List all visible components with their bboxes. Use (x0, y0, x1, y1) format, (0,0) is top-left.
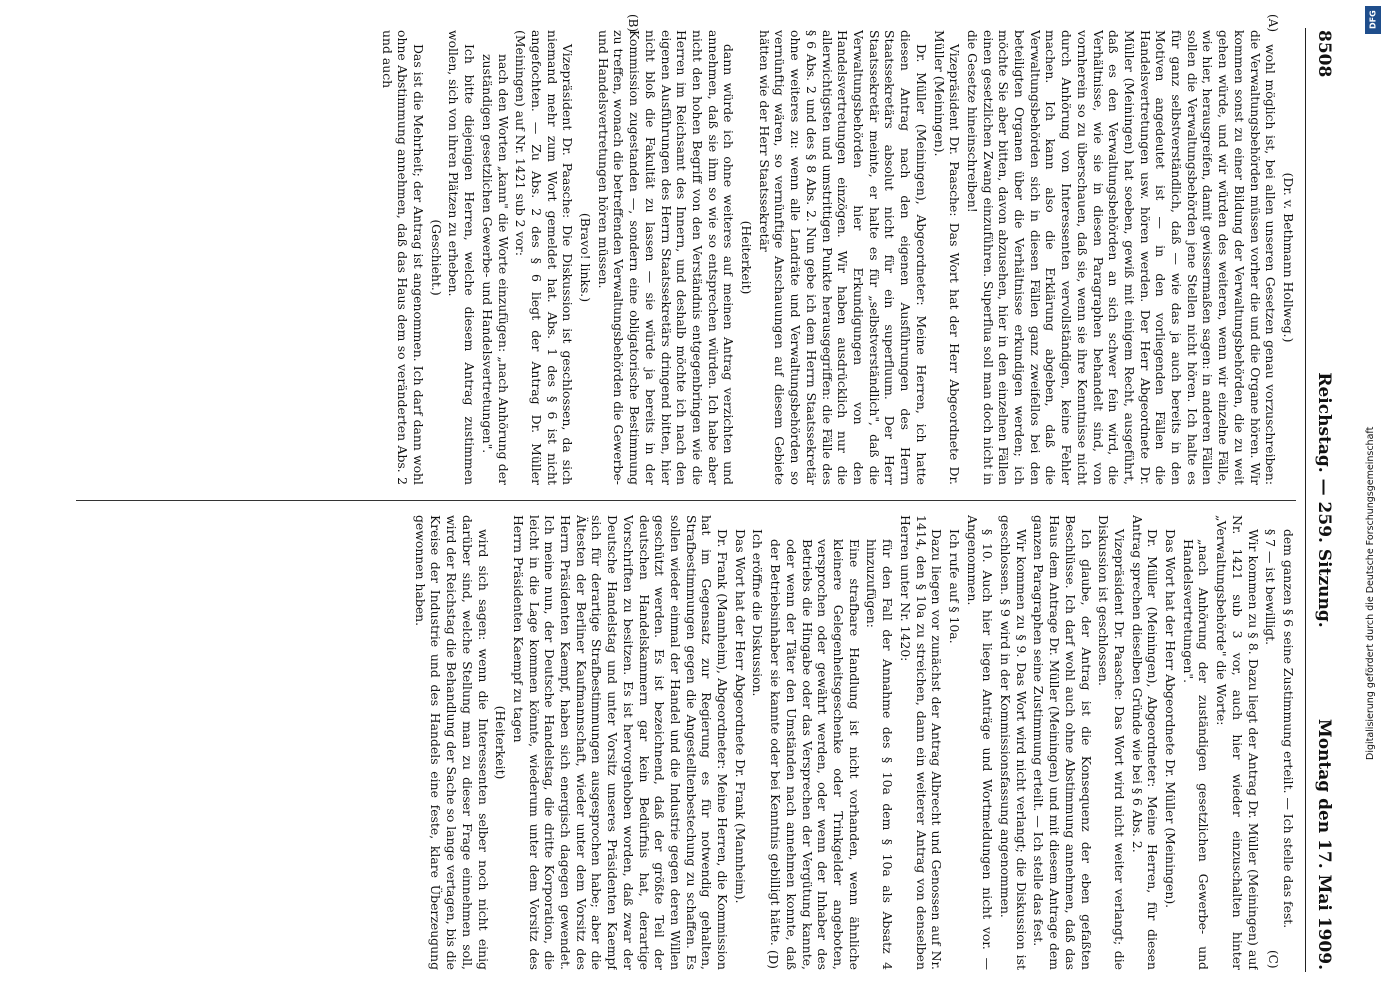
paragraph: Dr. Müller (Meiningen), Abgeordneter: Meine Herren, für diesen Antrag sprechen dieselben Gründe wie bei § 6 Abs. 2. (1129, 515, 1161, 970)
dfg-logo: DFG (1365, 6, 1381, 34)
paragraph: Vizepräsident Dr. Paasche: Das Wort wird nicht weiter verlangt; die Diskussion ist geschlossen. (1096, 515, 1127, 970)
session-title: Reichstag. — 259. Sitzung. (1314, 372, 1334, 628)
paragraph: Ich bitte diejenigen Herren, welche diesem Antrag zustimmen wollen, sich von ihren Plätzen zu erheben. (446, 30, 478, 485)
paragraph: dem ganzen § 6 seine Zustimmung erteilt. — Ich stelle das fest. (1281, 529, 1296, 929)
paragraph: wohl möglich ist, bei allen unseren Gesetzen genau vorzuschreiben: die Verwaltungsbehörden müssen vorher die und die Organe hören. Wir kommen sonst zu einer Bildung der Verwaltungsbehörden, die zu weit gehen würde, und wir würden des weiteren, wenn wir einzelne Fälle, wie hier, herausgreifen, damit gewissermaßen sagen: in anderen Fällen sollen die Verwaltungsbehörden jene Stellen nicht hören. Ich halte es für ganz selbstverständlich, daß — wie das ja auch bereits in den Motiven angedeutet ist — in den vorliegenden Fällen die Handelsvertretungen usw. hören werden. Der Herr Abgeordnete Dr. Müller (Meiningen) hat soeben, gewiß mit einigem Recht, ausgeführt, daß es den Verwaltungsbehörden an sich schwer fein wird, die Verhältnisse, wie sie in diesen Paragraphen behandelt sind, von vornherein so zu überschauen, daß sie, wenn sie ihre Kenntnisse nicht durch Anhörung von Interessenten vervollständigen, keine Fehler machen. Ich kann also die Erklärung abgeben, daß die Verwaltungsbehörden sich in diesen Fällen ganz zweifellos bei den beteiligten Organen über die Verhältnisse erkundigen werden; ich möchte Sie aber bitten, davon abzusehen, hier in den einzelnen Fällen einen gesetzlichen Zwang einzuführen. Superflua soll man doch nicht in die Gesetze hineinschreiben! (964, 30, 1279, 485)
paragraph: Dr. Frank (Mannheim), Abgeordneter: Meine Herren, die Kommission hat im Gegensatz zur Regierung es für notwendig gehalten, Strafbestimmungen gegen die Angestelltenbestechung zu schaffen. Es sollen wieder einmal der Handel und die Industrie gegen deren Willen geschützt werden. Es ist bezeichnend, daß der größte Teil der deutschen Handelskammern gar kein Bedürfnis hat, derartige Vorschriften zu besitzen. Es ist hervorgehoben worden, daß zwar der Deutsche Handelstag und unter Vorsitz unseres Präsidenten Kaempf sich für derartige Strafbestimmungen ausgesprochen habe; aber die Ältesten der Berliner Kaufmannschaft, wieder unter dem Vorsitz des Herrn Präsidenten Kaempf, haben sich energisch dagegen gewendet. Ich meine nun, der Deutsche Handelstag, die dritte Korporation, die leicht in die Lage kommen könnte, wiederum unter dem Vorsitz des Herrn Präsidenten Kaempf zu tagen (510, 515, 731, 970)
paragraph: Das Wort hat der Herr Abgeordnete Dr. Müller (Meiningen). (1163, 529, 1179, 909)
paragraph: Das Wort hat der Herr Abgeordnete Dr. Frank (Mannheim). (732, 529, 748, 904)
rotated-page-content (50, 14, 1340, 980)
paragraph: Vizepräsident Dr. Paasche: Die Diskussion ist geschlossen, da sich niemand mehr zum Wort gemeldet hat. Abs. 1 des § 6 ist nicht angefochten. — Zu Abs. 2 des § 6 liegt der Antrag Dr. Müller (Meiningen) auf Nr. 1421 sub 2 vor: (513, 30, 576, 485)
paragraph: Dr. Müller (Meiningen), Abgeordneter: Meine Herren, ich hatte diesen Antrag nach den eigenen Ausführungen des Herrn Staatssekretärs absolut nicht für ein superfluum. Der Herr Staatssekretär meinte, er halte es für „selbstverständlich", daß die Verwaltungsbehörden hier Erkundigungen von den Handelsvertretungen einzögen. Wir haben ausdrücklich nur die allerwichtigsten und umstrittigen Punkte herausgegriffen: die Fälle des § 6 Abs. 2 und des § 8 Abs. 2. Nun gebe ich dem Herrn Staatssekretär ohne weiteres zu: wenn alle Landräte und Verwaltungsbehörden so vernünftig wären, so vernünftige Anschauungen auf diesem Gebiete hätten wie der Herr Staatssekretär (756, 30, 929, 485)
digitization-stamp: Digitalisierung gefördert durch die Deutsche Forschungsgemeinschaft (1365, 426, 1376, 760)
page-header (1304, 20, 1340, 980)
paragraph: Das ist die Mehrheit; der Antrag ist angenommen. Ich darf dann wohl ohne Abstimmung annehmen, daß das Haus dem so veränderten Abs. 2 und auch (379, 30, 427, 485)
paragraph: Ich rufe auf § 10a. (946, 529, 962, 644)
right-column (66, 515, 1296, 970)
paragraph: (Heiterkeit) (493, 705, 509, 780)
column-divider (76, 500, 1296, 501)
margin-mark-b: (B) (626, 14, 640, 33)
paragraph: Ich eröffne die Diskussion. (750, 529, 766, 697)
paragraph: (Geschieht.) (428, 219, 444, 296)
paragraph: (Bravo! links.) (578, 212, 594, 303)
paragraph: § 10. Auch hier liegen Anträge und Wortmeldungen nicht vor. — Angenommen. (964, 515, 996, 970)
paragraph: Wir kommen zu § 9. Das Wort wird nicht verlangt; die Diskussion ist geschlossen. § 9 wird in der Kommissionsfassung angenommen. (998, 515, 1029, 970)
session-date: Montag den 17. Mai 1909. (1314, 718, 1334, 970)
header-rule (1305, 28, 1306, 972)
margin-mark-d: (D) (766, 950, 780, 969)
paragraph: Vizepräsident Dr. Paasche: Das Wort hat der Herr Abgeordnete Dr. Müller (Meiningen). (931, 30, 963, 485)
paragraph: (Dr. v. Bethmann Hollweg.) (1281, 172, 1296, 343)
page-number: 8508 (1314, 30, 1334, 78)
paragraph: Wir kommen zu § 8. Dazu liegt der Antrag Dr. Müller (Meiningen) auf Nr. 1421 sub 3 vor, auch hier wieder einzuschalten hinter „Verwaltungsbehörde" die Worte: (1214, 515, 1261, 970)
paragraph: § 7 — ist bewilligt. (1263, 529, 1279, 646)
paragraph: Ich glaube, der Antrag ist die Konsequenz der eben gefaßten Beschlüsse. Ich darf wohl auch ohne Abstimmung annehmen, daß das Haus dem Antrage Dr. Müller (Meiningen) und mit diesem Antrage dem ganzen Paragraphen seine Zustimmung erteilt. — Ich stelle das fest. (1031, 515, 1094, 970)
margin-mark-a: (A) (1266, 14, 1280, 33)
paragraph: dann würde ich ohne weiteres auf meinen Antrag verzichten und annehmen, daß sie ihm so wie so entsprechen würden. Ich habe aber nicht den hohen Begriff von den Verständnis entgegenbringen wie die Herren im Reichsamt des Innern, und deshalb möchte ich nach den eigenen Ausführungen des Herrn Staatssekretärs dringend bitten, hier nicht bloß die Fakultät zu lassen — sie würde ja bereits in der Kommission zugestanden —, sondern eine obligatorische Bestimmung zu treffen, wonach die betreffenden Verwaltungsbehörden die Gewerbe- und Handelsvertretungen hören müssen. (595, 30, 737, 485)
left-column (66, 30, 1296, 485)
paragraph: Dazu liegen vor zunächst der Antrag Albrecht und Genossen auf Nr. 1414, den § 10a zu streichen, dann ein weiterer Antrag von denselben Herren unter Nr. 1420: (897, 515, 945, 970)
paragraph: Eine strafbare Handlung ist nicht vorhanden, wenn ähnliche kleinere Gelegenheitsgeschenke oder Trinkgelder angeboten, versprochen oder gewährt werden, oder wenn der Inhaber des Betriebs die Hingabe oder das Versprechen der Vergütung kannte, oder wenn der Täter den Umständen nach annehmen konnte, daß der Betriebsinhaber sie kannte oder bei Kenntnis gebilligt hätte. (768, 539, 862, 970)
paragraph: nach den Worten „kann" die Worte einzufügen: „nach Anhörung der zuständigen gesetzlichen Gewerbe- und Handelsvertretungen". (479, 54, 511, 485)
paragraph: für den Fall der Annahme des § 10a dem § 10a als Absatz 4 hinzuzufügen: (864, 539, 896, 970)
margin-mark-c: (C) (1266, 950, 1280, 969)
paragraph: wird sich sagen: wenn die Interessenten selber noch nicht einig darüber sind, welche Stellung man zu dieser Frage einnehmen soll, wird der Reichstag die Behandlung der Sache so lange vertagen, bis die Kreise der Industrie und des Handels eine feste, klare Überzeugung gewonnen haben. (412, 515, 491, 970)
paragraph: (Heiterkeit) (739, 220, 755, 295)
paragraph: „nach Anhörung der zuständigen gesetzlichen Gewerbe- und Handelsvertretungen". (1180, 539, 1212, 970)
